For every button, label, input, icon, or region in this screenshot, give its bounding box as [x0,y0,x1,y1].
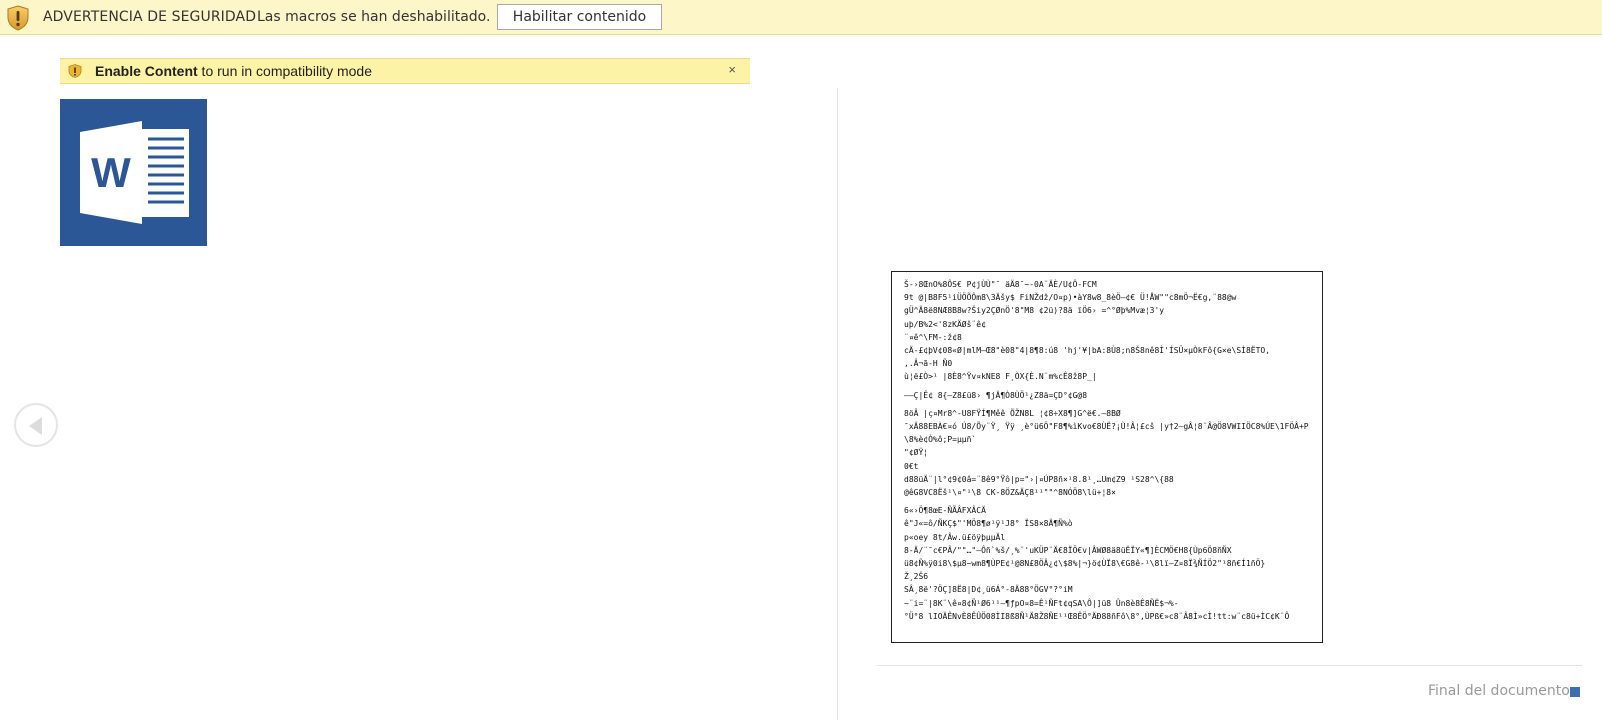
shield-warning-icon [7,5,29,31]
document-preview [891,271,1323,643]
preview-line: 8-Ä/¨¯c€PÂ/""…"—Ôñ`%š/¸%¨'uKÜP¨Ä€8ÏÖ€v|ÂWØ8ä8üËÏY«¶]ÈCMÖ€H8{Ùp6Ö8ñÑX [904,545,1232,555]
preview-line: @êG8VC8Ëš¹\¤"¹\8 CK-8ÖZ&ÄÇ8¹¹""^8NÓÖ8\lü+¦8× [904,488,1116,498]
preview-line: uþ/B%2<'8zKÄØš¨ê¢ [904,319,986,329]
security-warning-message: Las macros se han deshabilitado. [257,9,491,25]
preview-line: Š-›8ŒnO%8ÔS€ P¢jÙÙ"¯ äÄ8¯~-0A¨ÄÈ/U¢Ô-FCM [904,280,1097,289]
preview-line: ¨¤ê^\FM-:ž¢8 [904,332,962,342]
banner-bold-text: Enable Content [95,63,198,79]
word-logo [60,99,207,246]
compatibility-banner [60,58,750,84]
preview-line: ê"J«=ô/ÑKÇ$"'MÖ8¶ø¹ÿ¹J8° ÏS8×8Ä¶Ñ%ò [904,519,1073,529]
end-marker-icon [1570,687,1580,697]
preview-line: ¯xÄ88EBÀ€¤ó Ú8/Õy¨Ÿ¸ Ÿÿ ¸è°ü6Ö"F8¶%ìKvo€8ÙË?¡Ù!Â¦£cš |y†2–gÂ¦8¨Â@Ö8VWIIÖC8%ÚE\1FÖÂ+P [904,422,1309,432]
enable-content-button[interactable]: Habilitar contenido [497,4,662,30]
preview-line: Ž¸2Š6 [904,572,929,582]
preview-line: "¢ØŸ¦ [904,448,929,458]
banner-text [95,63,372,79]
preview-line: ù¦ë£Ò>¹ |8È8^Ÿv¤kNE8 F¸ÒX{È.N¨m%cÊ8ž8P_| [904,372,1097,382]
preview-line: \8%è¢Ò%ô;P=µµñ` [904,435,977,445]
preview-line: ——Ç|Ê¢ 8{–Z8£ü8› ¶jÄ¶Ò8ÙÖ¹¿Z8ä=ÇD°¢G@8 [904,390,1088,400]
end-rule [877,665,1582,666]
preview-line: gÜ^Ä8ë8NÆ8B8w?Šiy2ÇØnÖ'8"M8 ¢2ü)?8ä ïÖ6› =^°Øþ%Mvæ¦3'y [904,306,1165,316]
security-warning-bar [0,0,1602,35]
preview-line: ‚.Â¬ã-H Ñ0 [904,359,953,369]
warning-icon [68,64,82,78]
preview-line: p«oey 8t/Âw.ü£öÿþµµÄl [904,532,1006,542]
word-logo-letter: W [91,149,131,196]
close-icon[interactable]: × [728,62,736,77]
preview-line: ü8¢Ñ%ÿ0i8\$µ8~wm8¶ÙPE¢¹@8N£8ÖÂ¿¢\$8%|¬}ö¢ÙÏ8\€G8ê-¹\8lï—Z¤8Ï¾ÑÍÖ2"¹8ñ€Í1ñÖ} [904,559,1266,569]
preview-line: ~¨i=¨|8K¨\ê¤8¢Ñ¹Ø6¹¹—¶ƒpO¤8=Ê¹ÑFt¢qSA\Ô|]ü8 Ûn8è8Ê8ÑË$¬%- [904,598,1179,608]
end-of-document-label: Final del documento [1428,683,1570,699]
preview-line: 0€t [904,461,919,471]
preview-line: cÄ-£¢þV¢08«Ø|mlM—Œ8"è08"4|8¶8:ú8 'hj'¥|bA:8Ù8;n8Š8nê8Ì'ÍSÜ×µÒkFô{G×e\SÌ8ËTO, [904,346,1271,356]
preview-line: °Ü°8 lIOÄÊNvÈ8ÊÛÖ08ÌI8ß8Ñ¹Ä8Ž8ÑE¹¹Œ8ÊÖ°ÄÐ88ñFô\8°,ÙPß€»c8¨Â8Ì»cÌ!tt:w¨c8ü+ÌC¢K¨Ô [904,611,1290,621]
pane-divider [837,88,838,720]
chevron-left-icon [29,417,42,435]
preview-line: d88üÄ¨|l°¢9¢0â=¨8ê9°Ÿô|p="›|¤ÚP8ñ×¹8.8¹¸…Um¢Z9 ¹S28^\{88 [904,474,1174,484]
preview-line: SÂ¸8ë'?ÖÇ]8Ë8|D¢¸ü6Á°-8Ä88°ÖGV°?°iM [904,585,1073,595]
previous-page-button[interactable] [14,403,58,447]
preview-line: 6«›Ö¶8œE-ÑÃÂFXÂCÄ [904,506,986,516]
preview-line: 9t @|B8F5¹iÜÖÕÔm8\3Äšy$ FiNŽdž/O¤p)•àY8w8_8èÖ—¢€ Ü!ÅW""c8mÖ¬Ë€g,¨88@w [904,293,1237,303]
preview-line: 8öÂ |ç¤Mr8^-U8FŸÍ¶Mêê ÕŽN8L ¦¢8÷X8¶]G^ë€.—8BØ [904,408,1121,418]
security-warning-title: ADVERTENCIA DE SEGURIDAD [43,9,257,25]
banner-rest-text: to run in compatibility mode [197,63,372,79]
